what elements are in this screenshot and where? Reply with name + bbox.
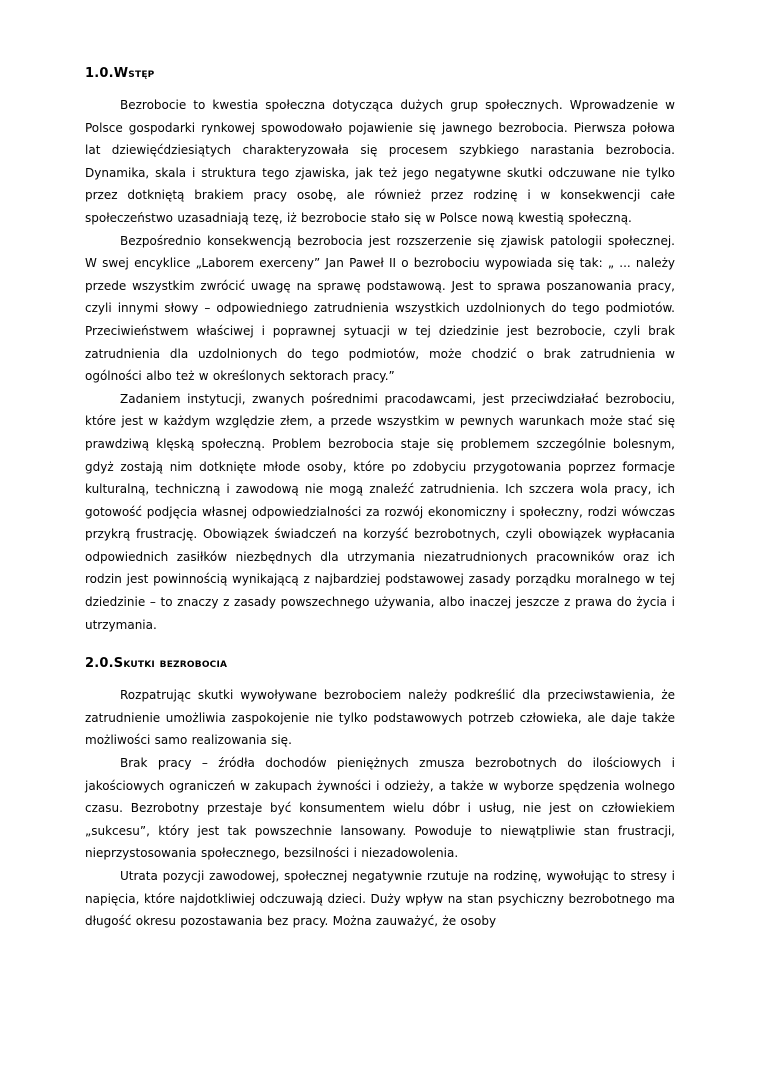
section-heading-wstep: 1.0.Wstęp <box>85 66 155 81</box>
section-heading-skutki-bezrobocia: 2.0.Skutki bezrobocia <box>85 656 228 672</box>
paragraph: Zadaniem instytucji, zwanych pośrednimi pracodawcami, jest przeciwdziałać bezrobociu, które jest w każdym względzie złem, a przede wszystkim w pewnych warunkach może stać się prawdziwą klęską społeczną. Problem bezrobocia staje się problemem szczególnie bolesnym, gdyż zostają nim dotknięte młode osoby, które po zdobyciu przygotowania poprzez formacje kulturalną, techniczną i zawodową nie mogą znaleźć zatrudnienia. Ich szczera wola pracy, ich gotowość podjęcia własnej odpowiedzialności za rozwój ekonomiczny i społeczny, rodzi wówczas przykrą frustrację. Obowiązek świadczeń na korzyść bezrobotnych, czyli obowiązek wypłacania odpowiednich zasiłków niezbędnych dla utrzymania niezatrudnionych pracowników oraz ich rodzin jest powinnością wynikającą z najbardziej podstawowej zasady porządku moralnego w tej dziedzinie – to znaczy z zasady powszechnego używania, albo inaczej jeszcze z prawa do życia i utrzymania. <box>85 391 675 632</box>
section-skutki-bezrobocia <box>85 652 675 933</box>
paragraph: Utrata pozycji zawodowej, społecznej negatywnie rzutuje na rodzinę, wywołując to stresy i napięcia, które najdotkliwiej odczuwają dzieci. Duży wpływ na stan psychiczny bezrobotnego ma długość okresu pozostawania bez pracy. Można zauważyć, że osoby <box>85 869 675 929</box>
section-wstep <box>85 62 675 636</box>
paragraph: Rozpatrując skutki wywoływane bezrobociem należy podkreślić dla przeciwstawienia, że zatrudnienie umożliwia zaspokojenie nie tylko podstawowych potrzeb człowieka, ale daje także możliwości samo realizowania się. <box>85 688 675 748</box>
paragraph: Brak pracy – źródła dochodów pieniężnych zmusza bezrobotnych do ilościowych i jakościowych ograniczeń w zakupach żywności i odzieży, a także w wyborze spędzenia wolnego czasu. Bezrobotny przestaje być konsumentem wielu dóbr i usług, nie jest on człowiekiem „sukcesu”, który jest tak powszechnie lansowany. Powoduje to niewątpliwie stan frustracji, nieprzystosowania społecznego, bezsilności i niezadowolenia. <box>85 756 675 861</box>
paragraph: Bezrobocie to kwestia społeczna dotycząca dużych grup społecznych. Wprowadzenie w Polsce gospodarki rynkowej spowodowało pojawienie się jawnego bezrobocia. Pierwsza połowa lat dziewięćdziesiątych charakteryzowała się procesem szybkiego narastania bezrobocia. Dynamika, skala i struktura tego zjawiska, jak też jego negatywne skutki odczuwane nie tylko przez dotkniętą brakiem pracy osobę, ale również przez rodzinę i w konsekwencji całe społeczeństwo uzasadniają tezę, iż bezrobocie stało się w Polsce nową kwestią społeczną. <box>85 98 675 225</box>
paragraph: Bezpośrednio konsekwencją bezrobocia jest rozszerzenie się zjawisk patologii społecznej. W swej encyklice „Laborem exerceny” Jan Paweł II o bezrobociu wypowiada się tak: „ ... należy przede wszystkim zwrócić uwagę na sprawę podstawową. Jest to sprawa poszanowania pracy, czyli innymi słowy – odpowiedniego zatrudnienia wszystkich uzdolnionych do tego podmiotów. Przeciwieństwem właściwej i poprawnej sytuacji w tej dziedzinie jest bezrobocie, czyli brak zatrudnienia dla uzdolnionych do tego podmiotów, może chodzić o brak zatrudnienia w ogólności albo też w określonych sektorach pracy.” <box>85 233 675 384</box>
